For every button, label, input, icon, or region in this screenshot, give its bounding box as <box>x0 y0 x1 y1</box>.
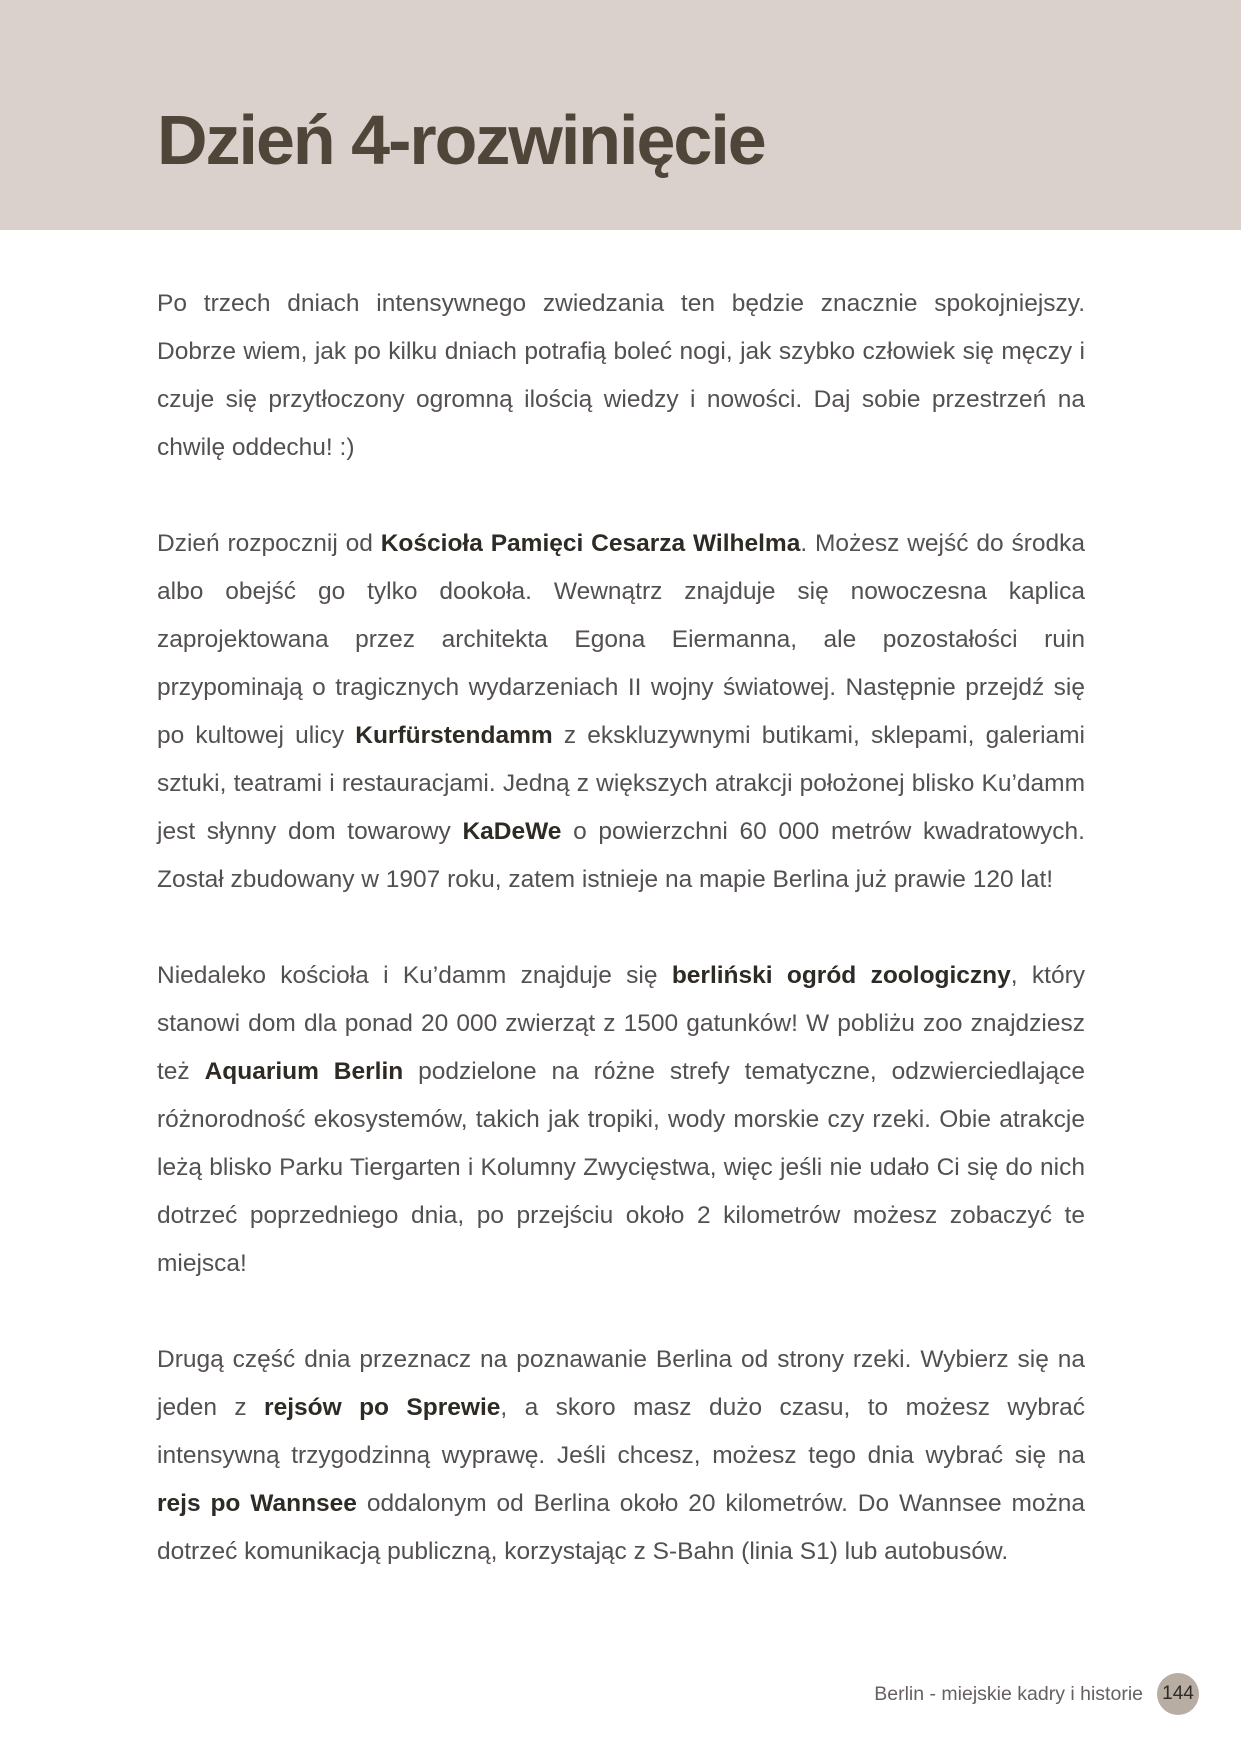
paragraph-intro <box>157 280 1085 472</box>
paragraph-text: Dzień rozpocznij od <box>157 530 381 557</box>
highlight-spree-cruise: rejsów po Sprewie <box>264 1394 501 1421</box>
highlight-kurfurstendamm: Kurfürstendamm <box>355 722 553 749</box>
page-title: Dzień 4-rozwinięcie <box>157 101 765 179</box>
paragraph-text: Po trzech dniach intensywnego zwiedzania ten będzie znacznie spokojniejszy. Dobrze wiem, jak po kilku dniach potrafią boleć nogi, jak szybko człowiek się męczy i czuje się przytłoczony ogromną ilością wiedzy i nowości. Daj sobie przestrzeń na chwilę oddechu! :) <box>157 290 1085 461</box>
highlight-kadewe: KaDeWe <box>462 818 562 845</box>
highlight-church: Kościoła Pamięci Cesarza Wilhelma <box>380 530 801 557</box>
paragraph-text: . Możesz wejść do środka albo obejść go tylko dookoła. Wewnątrz znajduje się nowoczesna kaplica zaprojektowana przez architekta Egona Eiermanna, ale pozostałości ruin przypominają o tragicznych wydarzeniach II wojny światowej. Następnie przejdź się po kultowej ulicy <box>157 530 1085 749</box>
header-band <box>0 0 1241 230</box>
paragraph-text: podzielone na różne strefy tematyczne, odzwierciedlające różnorodność ekosystemów, takich jak tropiki, wody morskie czy rzeki. Obie atrakcje leżą blisko Parku Tiergarten i Kolumny Zwycięstwa, więc jeśli nie udało Ci się do nich dotrzeć poprzedniego dnia, po przejściu około 2 kilometrów możesz zobaczyć te miejsca! <box>157 1058 1085 1277</box>
highlight-zoo: berliński ogród zoologiczny <box>671 962 1011 989</box>
paragraph-text: , który stanowi dom dla ponad 20 000 zwierząt z 1500 gatunków! W pobliżu zoo znajdziesz też <box>157 962 1085 1085</box>
page-number-badge: 144 <box>1157 1673 1199 1715</box>
highlight-wannsee-cruise: rejs po Wannsee <box>157 1490 357 1517</box>
article-body <box>157 280 1085 1624</box>
book-title: Berlin - miejskie kadry i historie <box>874 1682 1143 1705</box>
highlight-aquarium: Aquarium Berlin <box>204 1058 404 1085</box>
paragraph-zoo <box>157 952 1085 1288</box>
paragraph-text: o powierzchni 60 000 metrów kwadratowych. Został zbudowany w 1907 roku, zatem istnieje na mapie Berlina już prawie 120 lat! <box>157 818 1085 893</box>
paragraph-text: Niedaleko kościoła i Ku’damm znajduje się <box>157 962 672 989</box>
paragraph-text: z ekskluzywnymi butikami, sklepami, galeriami sztuki, teatrami i restauracjami. Jedną z większych atrakcji położonej blisko Ku’damm jest słynny dom towarowy <box>157 722 1085 845</box>
page-footer <box>874 1672 1199 1716</box>
paragraph-river <box>157 1336 1085 1576</box>
paragraph-text: Drugą część dnia przeznacz na poznawanie Berlina od strony rzeki. Wybierz się na jeden z <box>157 1346 1085 1421</box>
paragraph-church <box>157 520 1085 904</box>
paragraph-text: oddalonym od Berlina około 20 kilometrów. Do Wannsee można dotrzeć komunikacją publiczną, korzystając z S-Bahn (linia S1) lub autobusów. <box>157 1490 1085 1565</box>
paragraph-text: , a skoro masz dużo czasu, to możesz wybrać intensywną trzygodzinną wyprawę. Jeśli chcesz, możesz tego dnia wybrać się na <box>157 1394 1086 1469</box>
